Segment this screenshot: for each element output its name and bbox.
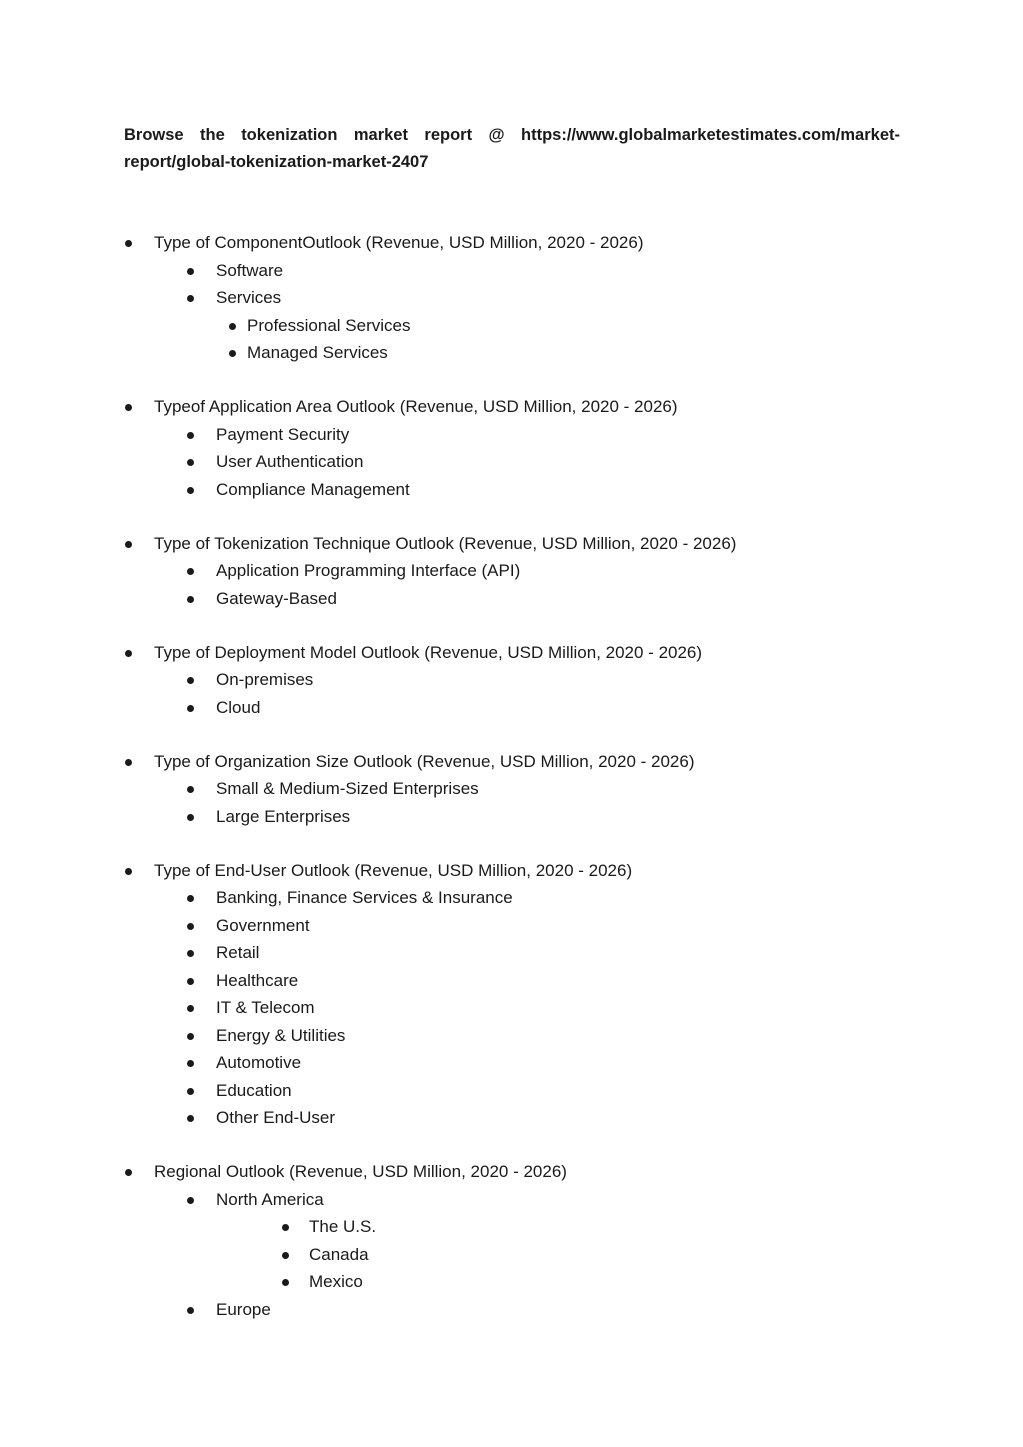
bullet-icon <box>125 759 132 766</box>
list-item: Large Enterprises <box>216 806 351 826</box>
bullet-icon <box>187 487 194 494</box>
list-item: Services <box>216 288 282 307</box>
section-heading: Type of Tokenization Technique Outlook (Revenue, USD Million, 2020 - 2026) <box>154 533 737 553</box>
list-item: Education <box>216 1080 292 1100</box>
report-link[interactable]: https://www.globalmarketestimates.com/market-report/global-tokenization-market-2407 <box>124 126 900 171</box>
sub-list-item: Mexico <box>309 1272 363 1291</box>
bullet-icon <box>187 268 194 275</box>
sub-list-item: Professional Services <box>247 315 411 335</box>
bullet-icon <box>187 814 194 821</box>
bullet-icon <box>125 240 132 247</box>
bullet-icon <box>187 677 194 684</box>
bullet-icon <box>187 950 194 957</box>
list-item: Payment Security <box>216 424 350 444</box>
bullet-icon <box>187 895 194 902</box>
list-item: Government <box>216 915 310 935</box>
list-item: Gateway-Based <box>216 588 337 608</box>
section-heading: Type of End-User Outlook (Revenue, USD Million, 2020 - 2026) <box>154 860 633 880</box>
bullet-icon <box>125 1169 132 1176</box>
list-item: Other End-User <box>216 1108 336 1127</box>
list-item: Application Programming Interface (API) <box>216 561 521 580</box>
intro-paragraph <box>124 122 900 176</box>
list-item: Europe <box>216 1299 271 1319</box>
list-item: On-premises <box>216 670 314 689</box>
list-item: North America <box>216 1189 324 1209</box>
section-heading: Typeof Application Area Outlook (Revenue, USD Million, 2020 - 2026) <box>154 397 678 416</box>
bullet-icon <box>125 541 132 548</box>
bullet-icon <box>125 650 132 657</box>
list-item: Automotive <box>216 1053 302 1072</box>
bullet-icon <box>187 1060 194 1067</box>
section-heading: Type of Deployment Model Outlook (Revenue, USD Million, 2020 - 2026) <box>154 642 703 662</box>
list-item: IT & Telecom <box>216 998 315 1017</box>
bullet-icon <box>187 1088 194 1095</box>
bullet-icon <box>187 1033 194 1040</box>
section-heading: Type of ComponentOutlook (Revenue, USD Million, 2020 - 2026) <box>154 233 644 252</box>
bullet-icon <box>187 1307 194 1314</box>
bullet-icon <box>187 295 194 302</box>
list-item: Compliance Management <box>216 479 410 499</box>
bullet-icon <box>282 1279 289 1286</box>
list-item: Retail <box>216 943 260 962</box>
list-item: Energy & Utilities <box>216 1025 346 1045</box>
bullet-icon <box>187 1115 194 1122</box>
list-item: Healthcare <box>216 970 299 990</box>
section-heading: Regional Outlook (Revenue, USD Million, 2020 - 2026) <box>154 1162 567 1181</box>
list-item: Software <box>216 260 284 280</box>
list-item: Banking, Finance Services & Insurance <box>216 888 513 907</box>
bullet-icon <box>187 1197 194 1204</box>
intro-text: Browse the tokenization market report @ <box>124 126 505 144</box>
bullet-icon <box>125 404 132 411</box>
bullet-icon <box>229 323 236 330</box>
bullet-icon <box>187 978 194 985</box>
section-heading: Type of Organization Size Outlook (Revenue, USD Million, 2020 - 2026) <box>154 751 695 771</box>
bullet-icon <box>187 432 194 439</box>
bullet-icon <box>282 1252 289 1259</box>
sub-list-item: Canada <box>309 1244 369 1264</box>
bullet-icon <box>187 923 194 930</box>
list-item: User Authentication <box>216 452 364 471</box>
bullet-icon <box>187 568 194 575</box>
sub-list-item: The U.S. <box>309 1217 377 1236</box>
list-item: Small & Medium-Sized Enterprises <box>216 779 479 798</box>
bullet-icon <box>229 350 236 357</box>
sub-list-item: Managed Services <box>247 343 388 362</box>
list-item: Cloud <box>216 697 261 717</box>
bullet-icon <box>282 1224 289 1231</box>
bullet-icon <box>125 868 132 875</box>
bullet-icon <box>187 786 194 793</box>
bullet-icon <box>187 705 194 712</box>
bullet-icon <box>187 459 194 466</box>
bullet-icon <box>187 1005 194 1012</box>
bullet-icon <box>187 596 194 603</box>
